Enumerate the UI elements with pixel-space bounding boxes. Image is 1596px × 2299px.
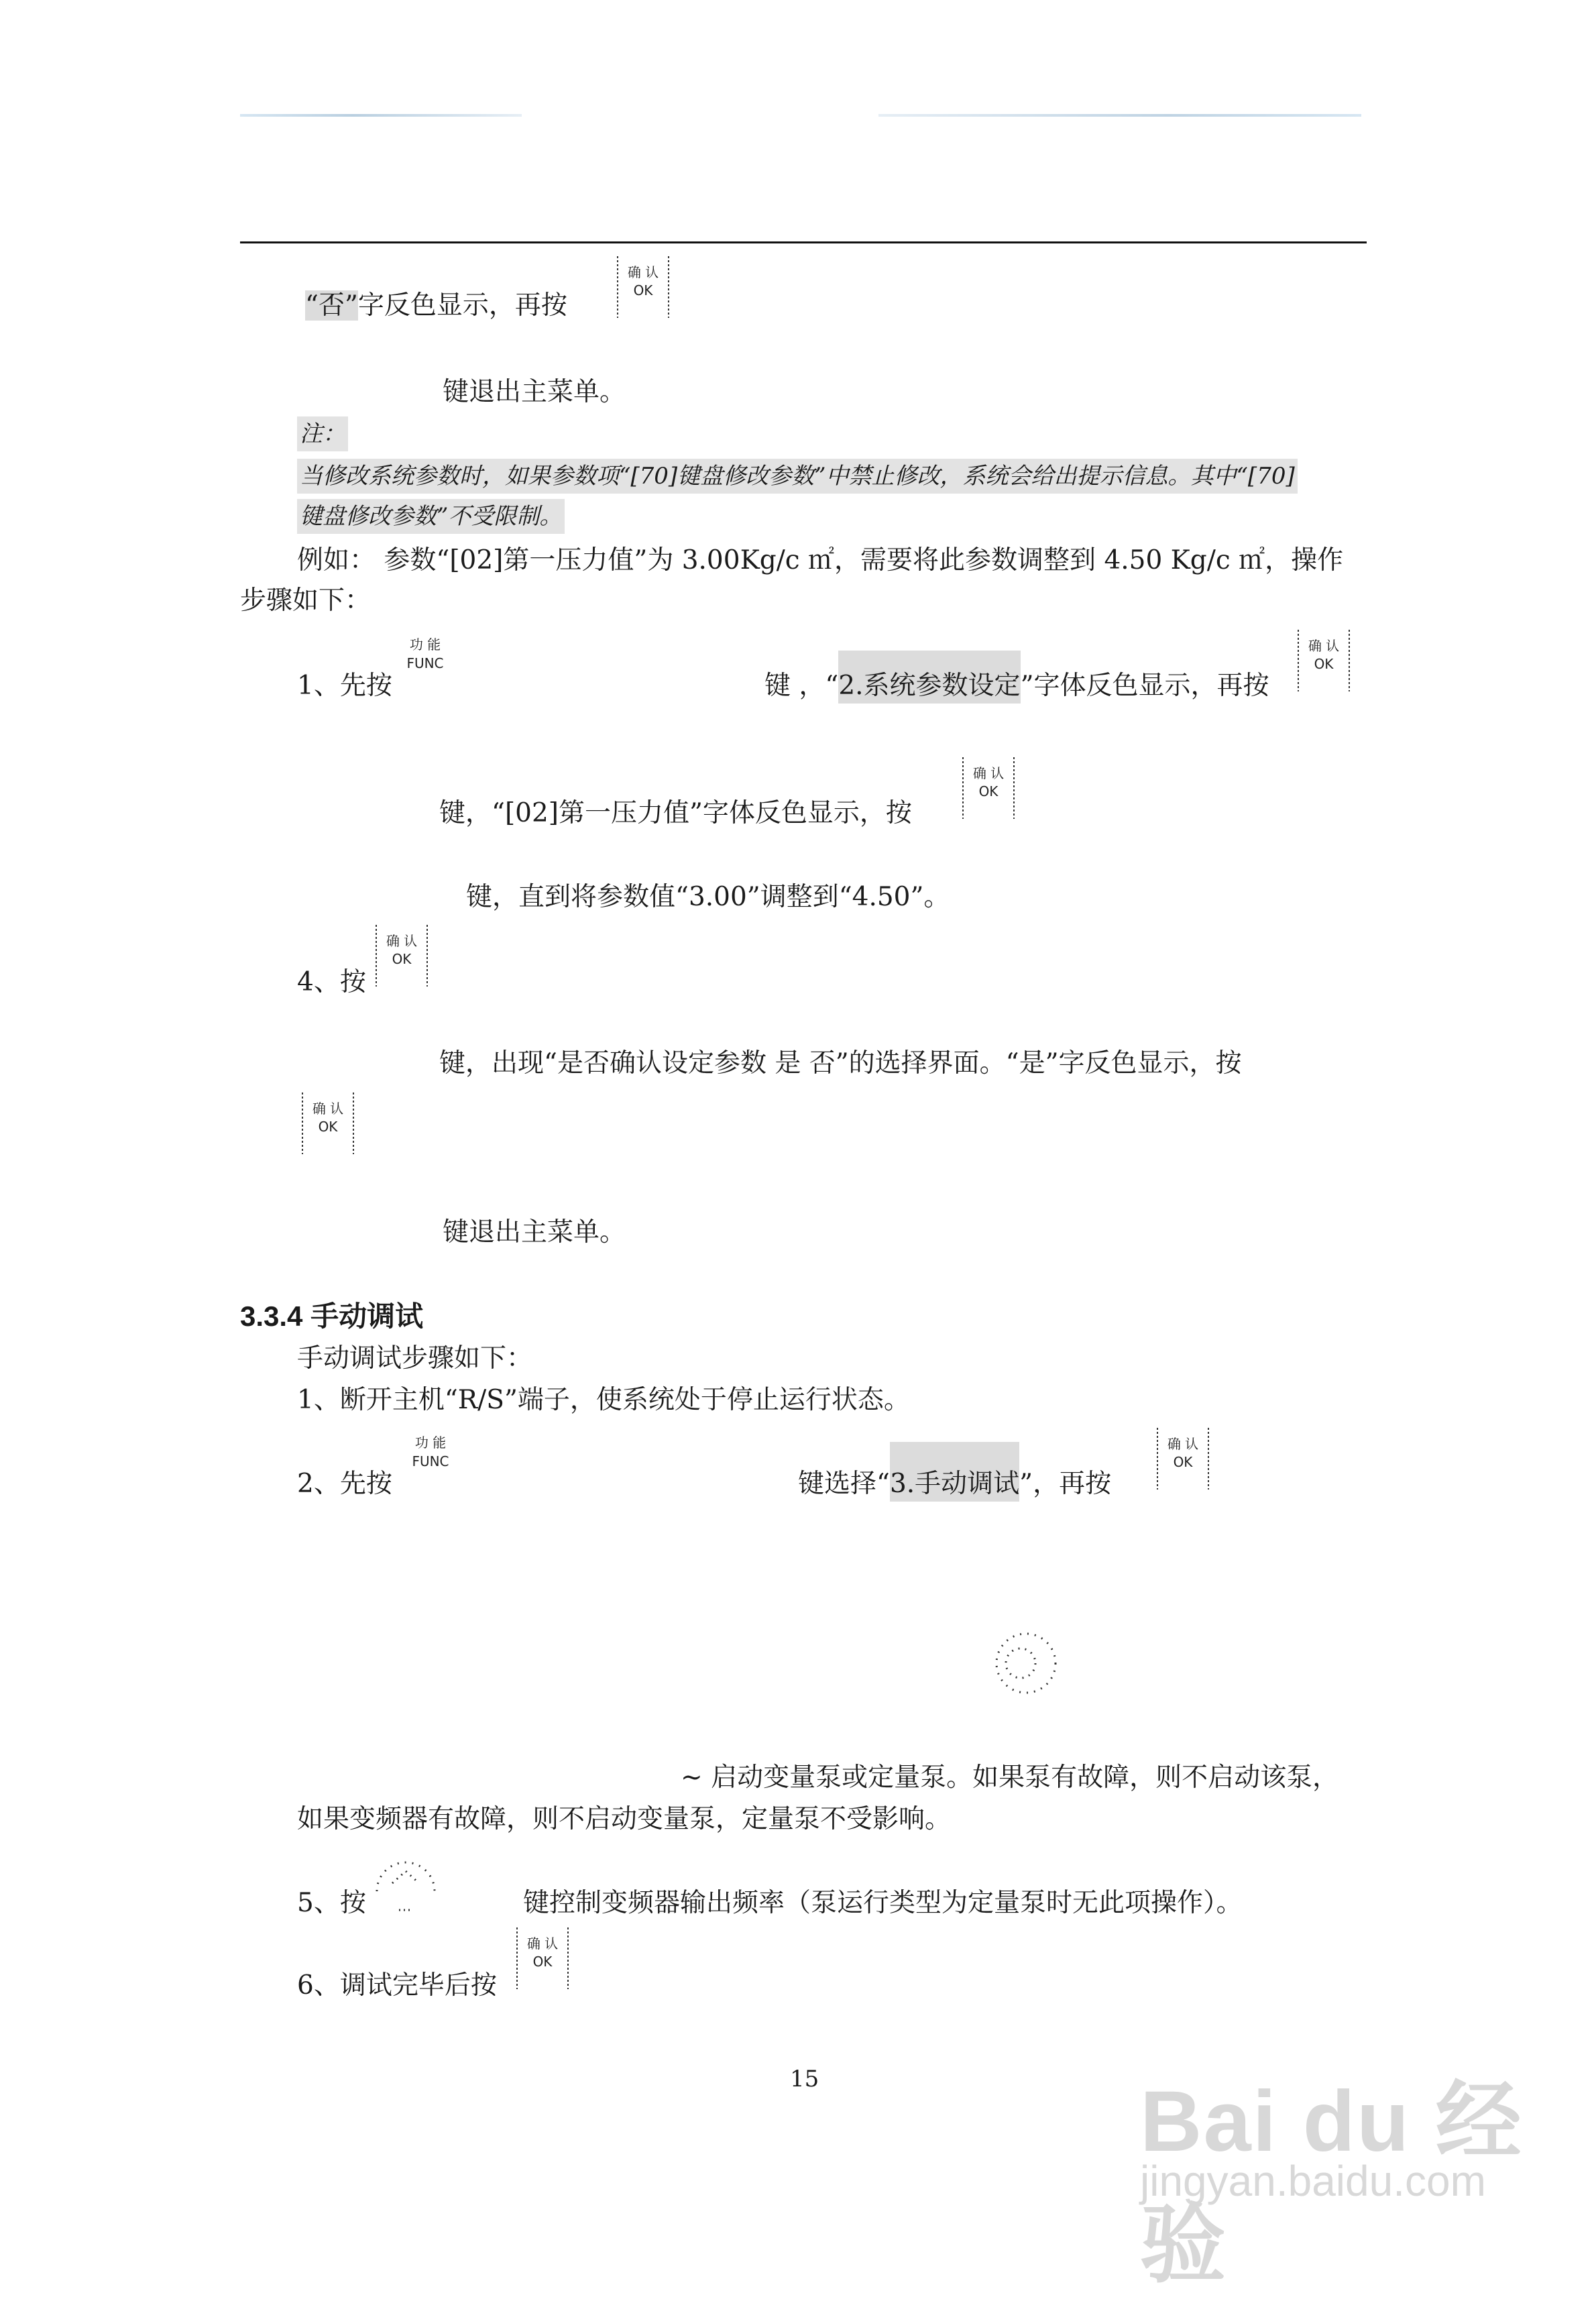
func-key-icon (401, 1422, 460, 1489)
watermark-url: jingyan.baidu.com (1140, 2157, 1486, 2205)
step-3-text: 键，直到将参数值“3.00”调整到“4.50”。 (466, 882, 950, 912)
svg-text:FUNC: FUNC (406, 655, 444, 671)
step-1-text: 键 ，“2.系统参数设定”字体反色显示，再按 (764, 667, 1269, 705)
baidu-jingyan-watermark: Bai du 经验 (1140, 2074, 1523, 2293)
step-4-exit: 键退出主菜单。 (443, 1217, 626, 1247)
text-line-2: 键退出主菜单。 (443, 377, 626, 407)
highlight-manual-debug: 3.手动调试 (890, 1442, 1019, 1502)
step-4-text: 键，出现“是否确认设定参数 是 否”的选择界面。“是”字反色显示，按 (439, 1048, 1242, 1078)
example-line-1: 例如： 参数“[02]第一压力值”为 3.00Kg/c ㎡，需要将此参数调整到 4.50 Kg/c ㎡，操作 (297, 545, 1344, 575)
header-decoration-left (240, 114, 522, 117)
confirm-ok-key-icon (513, 1925, 572, 1992)
manual-step-4-a: ~ 启动变量泵或定量泵。如果泵有故障，则不启动该泵， (681, 1762, 1339, 1793)
step-4-prefix: 4、按 (297, 967, 366, 997)
manual-step-2-prefix: 2、先按 (297, 1469, 392, 1499)
highlight-no: “否” (305, 290, 358, 321)
dial-key-icon (369, 1851, 443, 1918)
confirm-ok-key-icon (959, 754, 1018, 822)
svg-text:OK: OK (392, 951, 412, 967)
manual-intro: 手动调试步骤如下： (297, 1343, 533, 1373)
manual-step-6: 6、调试完毕后按 (297, 1970, 497, 2001)
manual-step-1: 1、断开主机“R/S”端子，使系统处于停止运行状态。 (297, 1385, 910, 1415)
svg-text:确 认: 确 认 (1308, 638, 1340, 654)
svg-text:OK: OK (532, 1954, 553, 1970)
svg-text:OK: OK (633, 282, 653, 298)
manual-step-2-text: 键选择“3.手动调试”，再按 (798, 1465, 1111, 1503)
svg-text:确 认: 确 认 (972, 765, 1005, 781)
confirm-ok-key-icon (1294, 627, 1353, 694)
section-heading: 3.3.4 手动调试 (240, 1300, 424, 1332)
svg-text:OK: OK (1314, 656, 1334, 672)
step-2-text: 键，“[02]第一压力值”字体反色显示，按 (439, 798, 912, 828)
svg-text:OK: OK (1173, 1454, 1193, 1470)
svg-text:确 认: 确 认 (1167, 1436, 1199, 1452)
note-line-2: 键盘修改参数”不受限制。 (297, 499, 565, 534)
note-line-1: 当修改系统参数时，如果参数项“[70]键盘修改参数”中禁止修改，系统会给出提示信息。其中“[70] (297, 459, 1298, 494)
step-1-prefix: 1、先按 (297, 671, 392, 701)
svg-text:OK: OK (318, 1119, 338, 1135)
svg-text:确 认: 确 认 (627, 264, 659, 280)
svg-text:确 认: 确 认 (526, 1936, 559, 1952)
dial-key-icon (986, 1623, 1066, 1703)
confirm-ok-key-icon (1153, 1425, 1212, 1492)
page-number: 15 (790, 2066, 819, 2092)
svg-text:FUNC: FUNC (412, 1453, 449, 1469)
func-key-icon (396, 624, 455, 691)
svg-text:功 能: 功 能 (414, 1435, 447, 1451)
example-line-2: 步骤如下： (240, 585, 372, 616)
svg-text:确 认: 确 认 (312, 1101, 344, 1117)
confirm-ok-key-icon (614, 254, 673, 321)
text-line-1: “否”字反色显示，再按 (305, 290, 567, 321)
manual-step-5-text: 键控制变频器输出频率（泵运行类型为定量泵时无此项操作）。 (523, 1888, 1243, 1918)
svg-text:功 能: 功 能 (409, 636, 441, 653)
manual-step-4-b: 如果变频器有故障，则不启动变量泵，定量泵不受影响。 (297, 1804, 952, 1834)
manual-step-5-prefix: 5、按 (297, 1888, 366, 1918)
confirm-ok-key-icon (298, 1090, 357, 1157)
header-decoration-right (878, 114, 1361, 117)
note-label: 注： (297, 416, 348, 451)
header-rule (240, 241, 1367, 243)
highlight-system-params: 2.系统参数设定 (838, 651, 1020, 704)
svg-text:OK: OK (978, 783, 999, 799)
svg-text:确 认: 确 认 (386, 933, 418, 949)
confirm-ok-key-icon (372, 922, 431, 989)
